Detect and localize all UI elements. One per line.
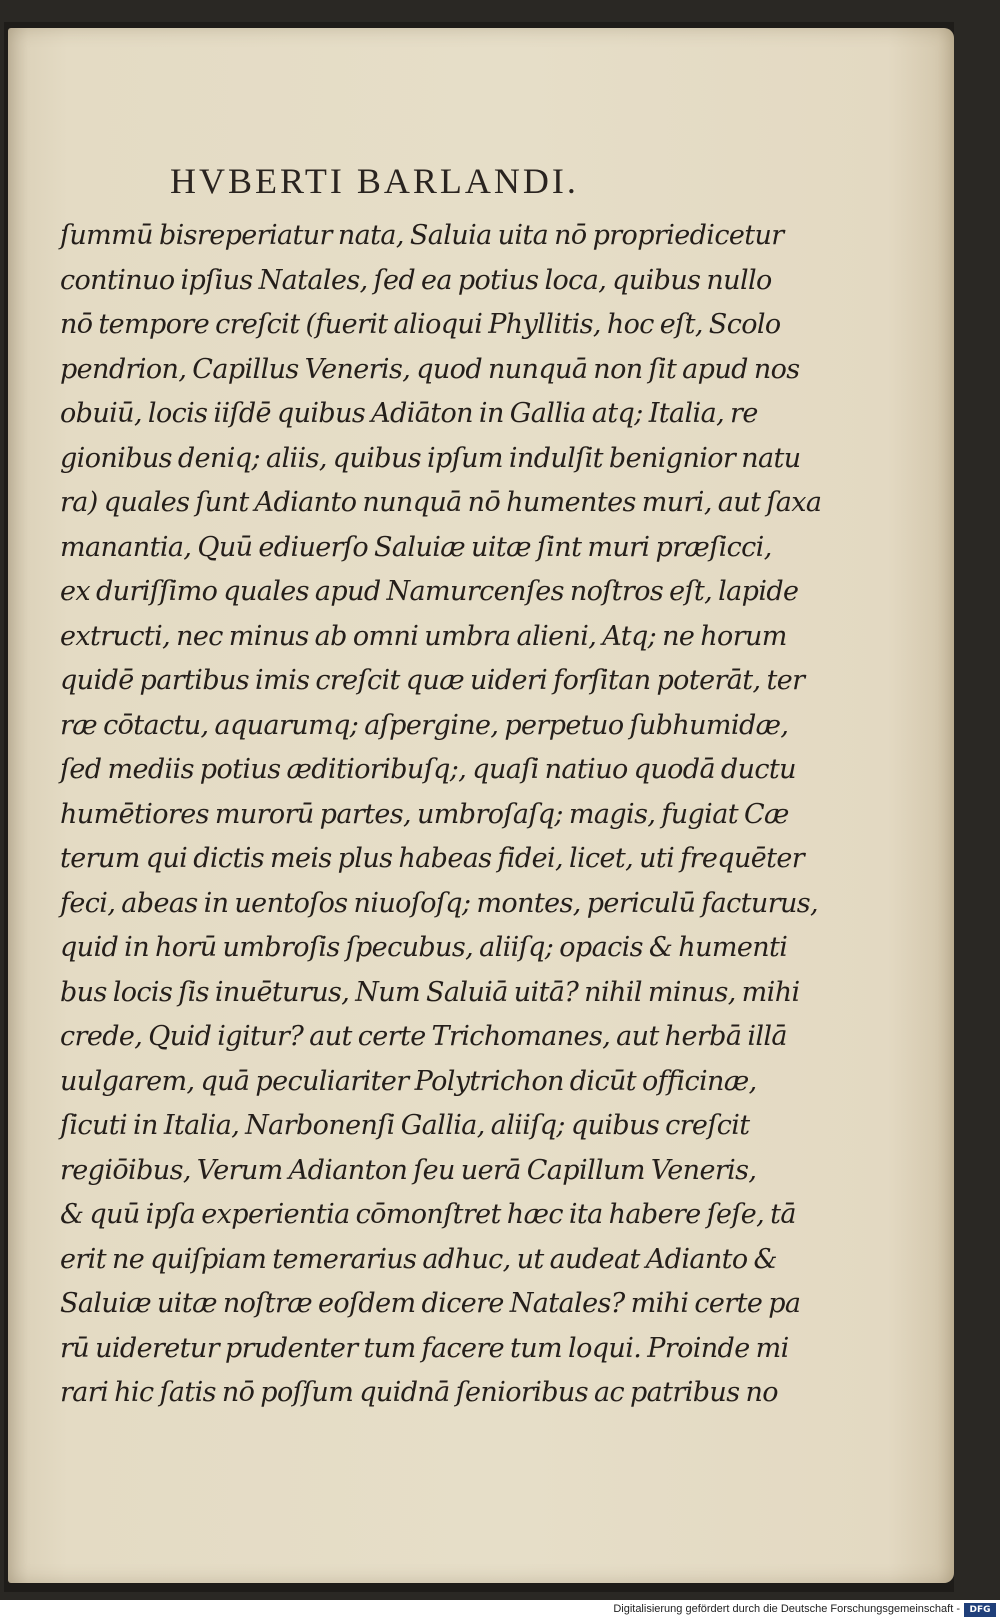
text-line: regiōibus, Verum Adianton ſeu uerā Capillum Veneris, xyxy=(60,1154,757,1186)
text-line: ex duriſſimo quales apud Namurcenſes noſtros eſt, lapide xyxy=(60,576,799,607)
text-line: extructi, nec minus ab omni umbra alieni, Atq; ne horum xyxy=(60,620,787,652)
text-line: manantia, Quū ediuerſo Saluiæ uitæ ſint muri præſicci, xyxy=(60,531,772,563)
text-line: erit ne quiſpiam temerarius adhuc, ut audeat Adianto & xyxy=(60,1243,777,1275)
book-page xyxy=(8,28,954,1583)
text-line: ſummū bisreperiatur nata, Saluia uita nō propriedicetur xyxy=(60,220,784,251)
text-line: continuo ipſius Natales, ſed ea potius loca, quibus nullo xyxy=(60,264,772,296)
text-line: & quū ipſa experientia cōmonſtret hæc ita habere ſeſe, tā xyxy=(60,1199,796,1230)
text-line: uulgarem, quā peculiariter Polytrichon dicūt officinæ, xyxy=(60,1065,757,1097)
text-line: nō tempore creſcit (fuerit alioqui Phyllitis, hoc eſt, Scolo xyxy=(60,309,781,340)
text-line: quid in horū umbroſis ſpecubus, aliiſq; opacis & humenti xyxy=(60,932,788,963)
dfg-logo: DFG xyxy=(964,1603,996,1617)
text-line: obuiū, locis iiſdē quibus Adiāton in Gallia atq; Italia, re xyxy=(60,398,758,429)
text-line: pendrion, Capillus Veneris, quod nunquā non ſit apud nos xyxy=(60,353,800,385)
text-line: Saluiæ uitæ noſtræ eoſdem dicere Natales? mihi certe pa xyxy=(60,1288,801,1319)
footer-bar xyxy=(0,1600,1000,1621)
text-line: rari hic ſatis nō poſſum quidnā ſenioribus ac patribus no xyxy=(60,1377,778,1408)
text-line: gionibus deniq; aliis, quibus ipſum indulſit benignior natu xyxy=(60,442,801,474)
body-text xyxy=(60,214,820,1416)
text-line: ra) quales ſunt Adianto nunquā nō humentes muri, aut ſaxa xyxy=(60,487,822,518)
funding-note: Digitalisierung gefördert durch die Deutsche Forschungsgemeinschaft - xyxy=(613,1603,960,1615)
text-line: quidē partibus imis creſcit quæ uideri forſitan poterāt, ter xyxy=(60,665,805,696)
running-head: HVBERTI BARLANDI. xyxy=(170,161,579,201)
text-line: rū uideretur prudenter tum facere tum loqui. Proinde mi xyxy=(60,1332,789,1364)
text-line: bus locis ſis inuēturus, Num Saluiā uitā? nihil minus, mihi xyxy=(60,976,800,1008)
text-line: feci, abeas in uentoſos niuoſoſq; montes, periculū facturus, xyxy=(60,887,819,919)
text-line: crede, Quid igitur? aut certe Trichomanes, aut herbā illā xyxy=(60,1021,787,1052)
text-line: ſicuti in Italia, Narbonenſi Gallia, aliiſq; quibus creſcit xyxy=(60,1110,750,1141)
text-line: humētiores murorū partes, umbroſaſq; magis, fugiat Cæ xyxy=(60,798,789,830)
text-line: terum qui dictis meis plus habeas fidei, licet, uti frequēter xyxy=(60,843,805,874)
text-line: ræ cōtactu, aquarumq; aſpergine, perpetuo ſubhumidæ, xyxy=(60,709,789,741)
text-line: ſed mediis potius æditioribuſq;, quaſi natiuo quodā ductu xyxy=(60,754,796,785)
